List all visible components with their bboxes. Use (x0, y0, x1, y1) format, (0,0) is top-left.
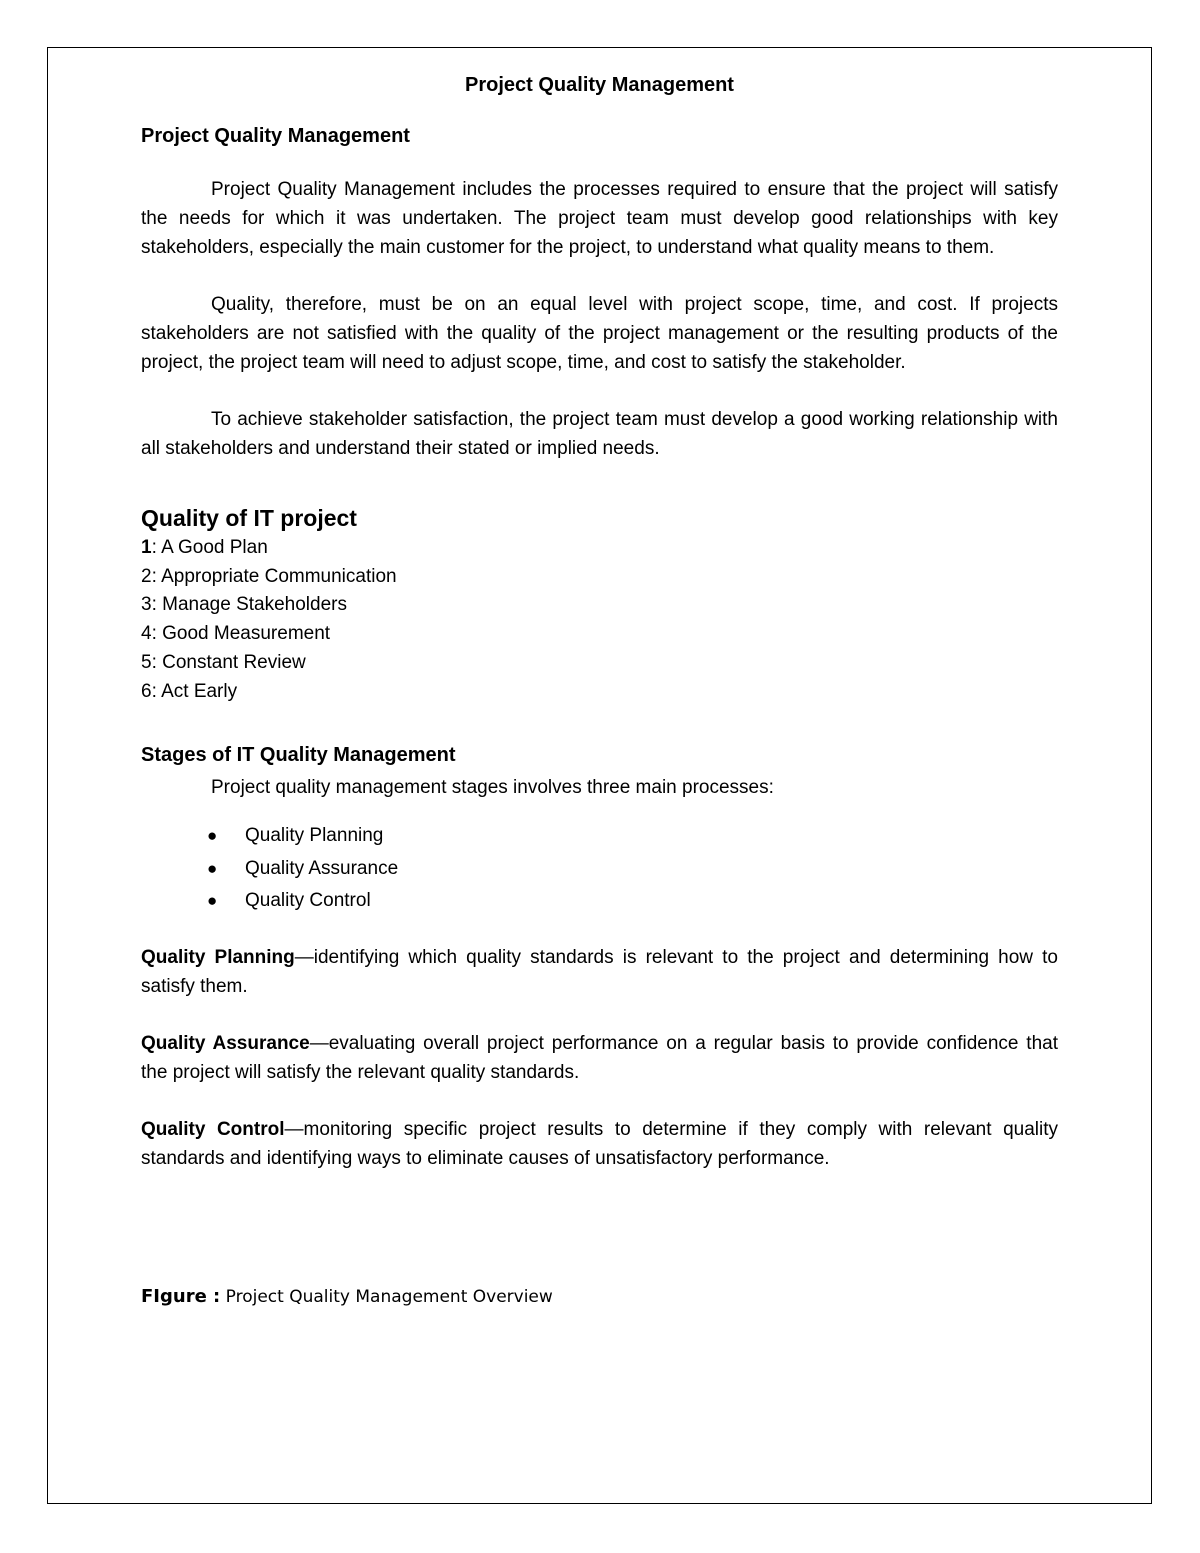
section-heading: Project Quality Management (141, 125, 410, 147)
definition-term: Quality Assurance (141, 1032, 310, 1054)
quality-list (141, 534, 1058, 706)
definition-term: Quality Control (141, 1118, 285, 1140)
stages-intro: Project quality management stages involves three main processes: (211, 777, 774, 799)
stages-heading: Stages of IT Quality Management (141, 744, 456, 767)
list-item (141, 620, 1058, 649)
definition-term: Quality Planning (141, 946, 295, 968)
caption-text: Project Quality Management Overview (220, 1286, 553, 1307)
definition-text: —identifying which quality standards is relevant to the project and determining how to satisfy them. (141, 946, 1058, 997)
intro-paragraph-2: Quality, therefore, must be on an equal level with project scope, time, and cost. If projects stakeholders are not satisfied with the quality of the project management or the resulting products of the project, the project team will need to adjust scope, time, and cost to satisfy the stakeholder. (141, 294, 1058, 373)
intro-paragraph-3: To achieve stakeholder satisfaction, the project team must develop a good working relationship with all stakeholders and understand their stated or implied needs. (141, 409, 1058, 459)
caption-label: FIgure : (141, 1285, 221, 1307)
list-item-text: Quality Control (245, 890, 371, 912)
list-item (141, 649, 1058, 678)
bullet-icon: ● (207, 891, 218, 911)
list-item-text: : Constant Review (151, 651, 306, 673)
list-item-text: Quality Assurance (245, 857, 399, 879)
list-item-text: : Act Early (151, 680, 238, 702)
document-title: Project Quality Management (465, 74, 734, 96)
list-item (141, 591, 1058, 620)
list-item-number: 1 (141, 537, 152, 558)
list-item (141, 534, 1058, 563)
list-item-number: 6 (141, 680, 152, 702)
list-item (207, 885, 1058, 918)
bullet-icon: ● (207, 858, 218, 878)
intro-paragraph-1: Project Quality Management includes the processes required to ensure that the project will satisfy the needs for which it was undertaken. The project team must develop good relationships with key stakeholders, especially the main customer for the project, to understand what quality means to them. (141, 179, 1058, 258)
definition-text: —evaluating overall project performance on a regular basis to provide confidence that the project will satisfy the relevant quality standards. (141, 1032, 1058, 1083)
list-item-number: 5 (141, 651, 152, 673)
quality-heading: Quality of IT project (141, 505, 357, 531)
definition-quality-planning (141, 943, 1058, 1001)
bullet-icon: ● (207, 826, 218, 846)
list-item-number: 4 (141, 623, 152, 645)
document-content (141, 70, 1058, 1312)
list-item-text: Quality Planning (245, 825, 384, 847)
list-item (141, 678, 1058, 707)
definition-text: —monitoring specific project results to determine if they comply with relevant quality standards and identifying ways to eliminate causes of unsatisfactory performance. (141, 1118, 1058, 1169)
list-item-text: : Good Measurement (151, 623, 331, 645)
figure-caption (141, 1282, 1058, 1312)
list-item-number: 3 (141, 594, 152, 616)
list-item (141, 563, 1058, 592)
definition-quality-control (141, 1115, 1058, 1173)
stages-list (141, 820, 1058, 918)
list-item-text: : Manage Stakeholders (151, 594, 347, 616)
list-item (207, 853, 1058, 886)
list-item-text: : A Good Plan (151, 537, 268, 558)
list-item (207, 820, 1058, 853)
list-item-text: : Appropriate Communication (151, 565, 397, 587)
definition-quality-assurance (141, 1029, 1058, 1087)
list-item-number: 2 (141, 565, 152, 587)
